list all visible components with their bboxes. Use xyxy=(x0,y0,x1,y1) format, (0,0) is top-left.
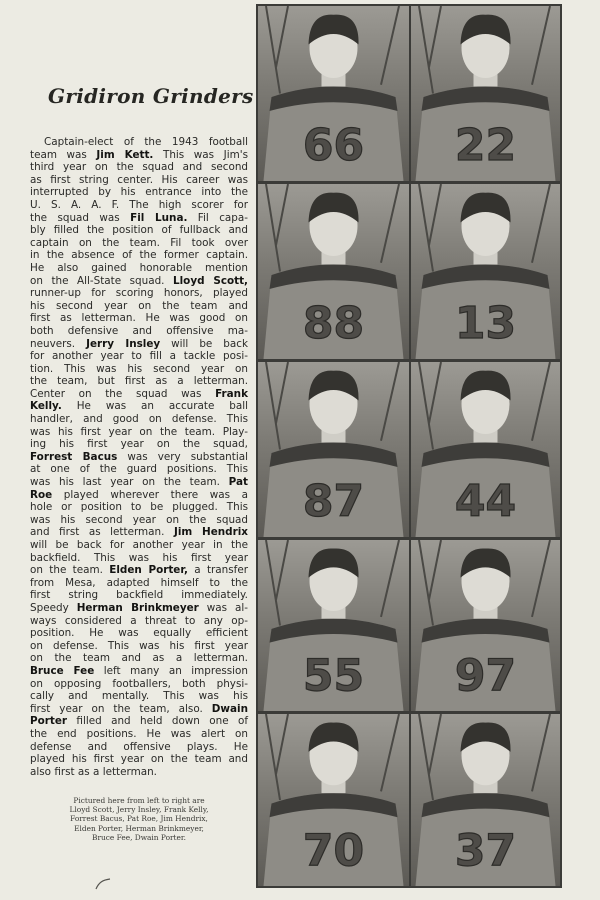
body-text-segment: defense and offensive plays. He xyxy=(30,740,248,753)
body-line xyxy=(30,665,248,678)
body-line xyxy=(30,476,248,489)
body-text-segment: This was Jim's xyxy=(153,148,249,161)
body-text-segment: ways considered a threat to any op- xyxy=(30,614,248,627)
player-name: Roe xyxy=(30,488,53,501)
body-line xyxy=(30,766,248,779)
body-line xyxy=(30,741,248,754)
player-photo xyxy=(258,714,409,886)
caption-line: Lloyd Scott, Jerry Insley, Frank Kelly, xyxy=(69,805,209,815)
caption-line: Forrest Bacus, Pat Roe, Jim Hendrix, xyxy=(70,814,208,824)
caption-line: Bruce Fee, Dwain Porter. xyxy=(92,832,186,842)
player-name: Fil Luna. xyxy=(130,211,188,224)
body-text-segment: left many an impression xyxy=(94,664,248,677)
player-name: Elden Porter, xyxy=(109,564,188,577)
player-name: Herman Brinkmeyer xyxy=(76,601,199,614)
body-line xyxy=(30,640,248,653)
body-text-segment: Center on the squad was xyxy=(30,387,216,400)
player-photo xyxy=(411,714,560,886)
article-body xyxy=(30,136,248,778)
caption-line: Elden Porter, Herman Brinkmeyer, xyxy=(74,823,204,833)
body-text-segment: first string backfield immediately. xyxy=(30,589,248,602)
body-line xyxy=(30,589,248,602)
body-text-segment: as first string center. His career was xyxy=(30,173,248,186)
body-text-segment: his second year on the team and xyxy=(30,299,248,312)
body-line xyxy=(30,690,248,703)
body-line xyxy=(30,375,248,388)
body-line xyxy=(30,262,248,275)
body-line xyxy=(30,501,248,514)
body-line xyxy=(30,438,248,451)
body-text-segment: backfield. This was his first year xyxy=(30,551,248,564)
body-line xyxy=(30,413,248,426)
body-line xyxy=(30,287,248,300)
body-line xyxy=(30,350,248,363)
pen-mark-icon xyxy=(94,878,114,890)
body-text-segment: will be back for another year in the xyxy=(30,539,248,551)
jersey-number: 22 xyxy=(454,120,517,171)
body-text-segment: played wherever there was a xyxy=(52,488,248,501)
body-text-segment: position. He was equally efficient xyxy=(30,627,248,640)
jersey-number: 87 xyxy=(302,476,365,527)
body-text-segment: on defense. This was his first year xyxy=(30,639,248,652)
body-line xyxy=(30,275,248,288)
body-text-segment: was his last year on the team. xyxy=(30,476,229,489)
player-photo-grid xyxy=(256,4,562,888)
body-text-segment: will be back xyxy=(160,337,248,350)
body-line xyxy=(30,577,248,590)
player-photo xyxy=(411,6,560,181)
body-line xyxy=(30,149,248,162)
body-line xyxy=(30,224,248,237)
body-text-segment: neuvers. xyxy=(30,337,87,350)
player-photo xyxy=(411,540,560,711)
player-name: Jim Hendrix xyxy=(173,526,248,539)
body-line xyxy=(30,753,248,766)
photo-caption xyxy=(34,796,244,842)
body-line xyxy=(30,249,248,262)
player-photo xyxy=(258,184,409,359)
body-line xyxy=(30,212,248,225)
player-photo xyxy=(258,540,409,711)
player-name: Frank xyxy=(215,387,248,400)
body-text-segment: Speedy xyxy=(30,601,77,614)
body-text-segment: U. S. A. A. F. The high scorer for xyxy=(30,198,248,211)
player-photo xyxy=(258,362,409,537)
body-line xyxy=(30,602,248,615)
body-text-segment: filled and held down one of xyxy=(67,715,248,728)
body-line xyxy=(30,325,248,338)
body-text-segment: first as letterman. He was good on xyxy=(30,312,248,325)
body-line xyxy=(30,426,248,439)
body-line xyxy=(30,174,248,187)
body-text-segment: both defensive and offensive ma- xyxy=(30,324,248,337)
body-line xyxy=(30,539,248,552)
body-text-segment: first year on the team, also. xyxy=(30,702,212,715)
body-text-segment: interrupted by his entrance into the xyxy=(30,186,248,199)
body-text-segment: on the team. xyxy=(30,564,110,577)
body-text-segment: a transfer xyxy=(187,564,248,577)
body-line xyxy=(30,338,248,351)
caption-line: Pictured here from left to right are xyxy=(73,796,205,805)
body-line xyxy=(30,564,248,577)
body-text-segment: on the team and as a letterman. xyxy=(30,652,248,665)
body-line xyxy=(30,388,248,401)
player-name: Kelly. xyxy=(30,400,62,413)
body-text-segment: was his second year on the squad xyxy=(30,513,248,526)
body-text-segment: the end positions. He was alert on xyxy=(30,727,248,740)
body-line xyxy=(30,300,248,313)
body-line xyxy=(30,237,248,250)
player-name: Lloyd Scott, xyxy=(173,274,249,287)
body-text-segment: He was an accurate ball xyxy=(61,400,248,413)
body-line xyxy=(30,678,248,691)
player-photo xyxy=(258,6,409,181)
jersey-number: 97 xyxy=(454,650,517,702)
body-text-segment: handler, and good on defense. This xyxy=(30,413,248,426)
player-name: Porter xyxy=(30,715,68,728)
body-line xyxy=(30,514,248,527)
player-photo xyxy=(411,362,560,537)
body-line xyxy=(30,186,248,199)
body-line xyxy=(30,728,248,741)
body-text-segment: team was xyxy=(30,148,97,161)
body-text-segment: third year on the squad and second xyxy=(30,161,248,174)
body-text-segment: He also gained honorable mention xyxy=(30,261,248,274)
player-name: Forrest Bacus xyxy=(30,450,118,463)
jersey-number: 13 xyxy=(454,298,517,349)
player-name: Jerry Insley xyxy=(86,337,161,350)
player-name: Jim Kett. xyxy=(96,148,154,161)
body-text-segment: hole or position to be plugged. This xyxy=(30,501,248,514)
player-photo xyxy=(411,184,560,359)
body-text-segment: the team, but first as a letterman. xyxy=(30,375,248,388)
body-line xyxy=(30,715,248,728)
body-line xyxy=(30,199,248,212)
jersey-number: 70 xyxy=(302,825,365,877)
body-line xyxy=(30,161,248,174)
body-line xyxy=(30,451,248,464)
jersey-number: 66 xyxy=(302,120,365,171)
body-text-segment: captain on the team. Fil took over xyxy=(30,236,248,249)
body-text-segment: Captain-elect of the 1943 football xyxy=(44,136,248,148)
body-text-segment: played his first year on the team and xyxy=(30,753,248,766)
body-text-segment: on opposing footballers, both physi- xyxy=(30,677,248,690)
body-line xyxy=(30,400,248,413)
body-text-segment: in the absence of the former captain. xyxy=(30,249,248,262)
body-text-segment: was his first year on the team. Play- xyxy=(30,425,248,438)
body-text-segment: was al- xyxy=(198,601,248,614)
body-line xyxy=(30,363,248,376)
player-name: Dwain xyxy=(211,702,248,715)
body-line xyxy=(30,489,248,502)
player-name: Bruce Fee xyxy=(30,664,95,677)
jersey-number: 88 xyxy=(302,298,365,349)
body-line xyxy=(30,615,248,628)
body-text-segment: at one of the guard positions. This xyxy=(30,463,248,476)
body-text-segment: also first as a letterman. xyxy=(30,765,157,778)
body-line xyxy=(30,627,248,640)
body-line xyxy=(30,136,248,149)
body-line xyxy=(30,703,248,716)
body-line xyxy=(30,526,248,539)
jersey-number: 37 xyxy=(454,825,517,877)
body-text-segment: was very substantial xyxy=(117,450,248,463)
body-text-segment: on the All-State squad. xyxy=(30,274,173,287)
body-line xyxy=(30,312,248,325)
body-line xyxy=(30,552,248,565)
body-text-segment: ing his first year on the squad, xyxy=(30,438,248,451)
body-text-segment: cally and mentally. This was his xyxy=(30,690,248,703)
body-text-segment: for another year to fill a tackle posi- xyxy=(30,350,248,363)
body-text-segment: from Mesa, adapted himself to the xyxy=(30,576,248,589)
page-title: Gridiron Grinders xyxy=(48,84,254,108)
jersey-number: 55 xyxy=(302,650,365,702)
jersey-number: 44 xyxy=(454,476,517,527)
body-text-segment: tion. This was his second year on xyxy=(30,362,248,375)
body-line xyxy=(30,652,248,665)
player-name: Pat xyxy=(228,476,248,489)
body-text-segment: the squad was xyxy=(30,211,131,224)
body-line xyxy=(30,463,248,476)
body-text-segment: bly filled the position of fullback and xyxy=(30,224,248,237)
body-text-segment: and first as letterman. xyxy=(30,526,174,539)
body-text-segment: Fil capa- xyxy=(187,211,248,224)
body-text-segment: runner-up for scoring honors, played xyxy=(30,287,248,300)
